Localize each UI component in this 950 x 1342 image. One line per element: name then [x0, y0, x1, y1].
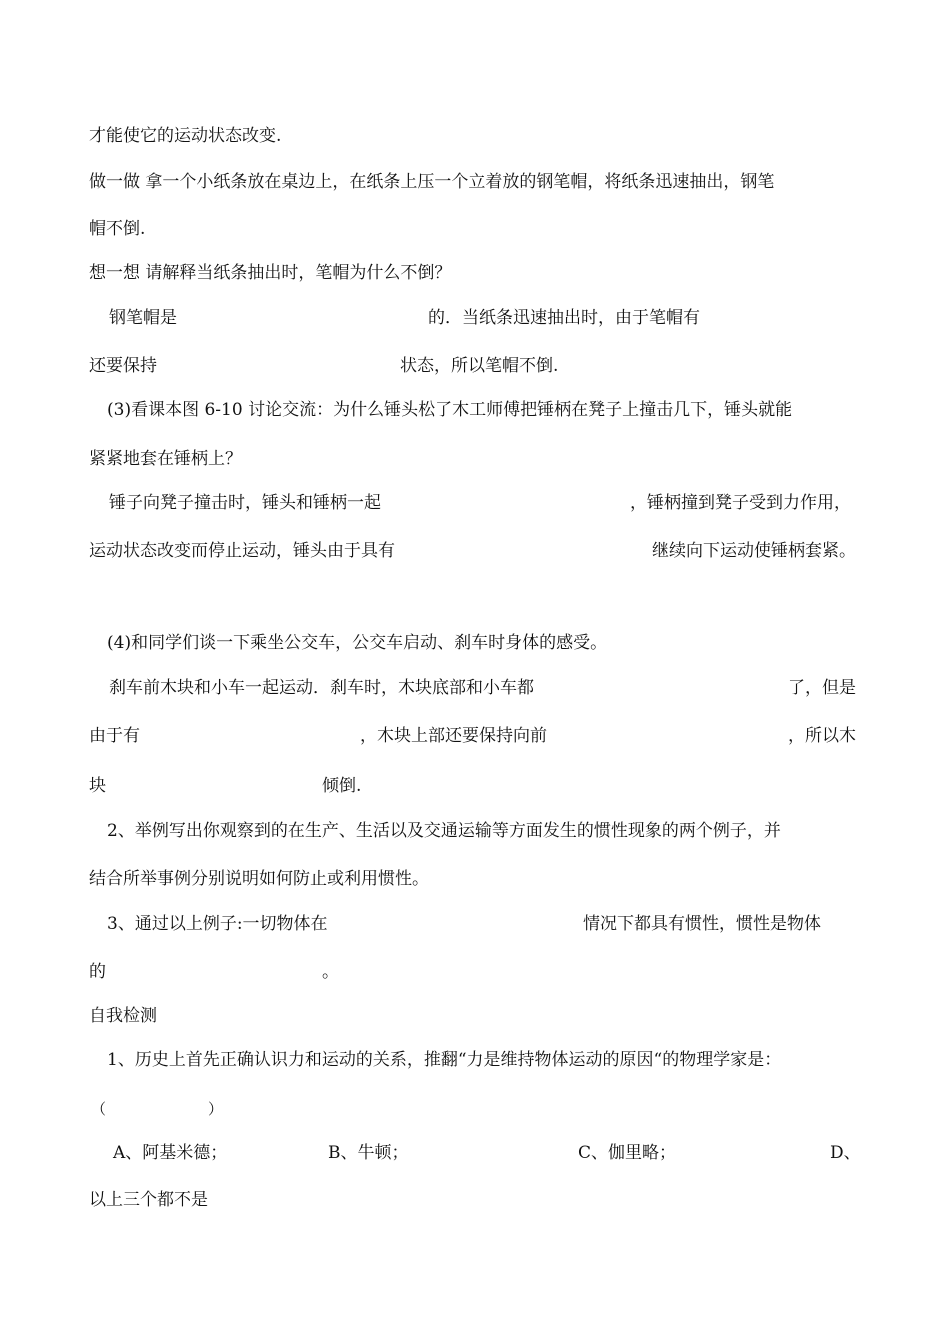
text-line: [0, 723, 950, 749]
text-line: [0, 260, 950, 286]
text-segment: 刹车前木块和小车一起运动．刹车时，木块底部和小车都: [109, 678, 534, 698]
text-line: [0, 397, 950, 423]
text-line: [0, 490, 950, 516]
text-segment: 紧紧地套在锤柄上？: [89, 449, 242, 469]
text-segment: 倾倒.: [322, 776, 362, 796]
text-segment: 锤子向凳子撞击时，锤头和锤柄一起: [109, 493, 381, 513]
text-segment: （: [91, 1100, 107, 1118]
text-segment: 自我检测: [89, 1006, 157, 1026]
text-segment: 继续向下运动使锤柄套紧。: [652, 541, 856, 561]
text-line: [0, 538, 950, 564]
text-line: [0, 216, 950, 242]
text-segment: 。: [322, 962, 339, 982]
text-segment: ，锤柄撞到凳子受到力作用，: [630, 493, 851, 513]
option-a: A、阿基米德；: [113, 1143, 228, 1163]
text-line: [0, 773, 950, 799]
text-segment: (3)看课本图 6-10 讨论交流：为什么锤头松了木工师傅把锤柄在凳子上撞击几下，锤头就能: [107, 400, 793, 420]
text-segment: 状态，所以笔帽不倒.: [400, 356, 559, 376]
text-line: [0, 1047, 950, 1073]
text-segment: 结合所举事例分别说明如何防止或利用惯性。: [89, 869, 429, 889]
text-segment: ，木块上部还要保持向前: [360, 726, 547, 746]
option-b: B、牛顿；: [328, 1143, 409, 1163]
option-d: D、: [830, 1143, 861, 1163]
text-line: [0, 123, 950, 149]
text-segment: 的．当纸条迅速抽出时，由于笔帽有: [428, 308, 700, 328]
text-line: [0, 630, 950, 656]
text-segment: ）: [208, 1100, 224, 1118]
text-segment: 了，但是: [788, 678, 856, 698]
text-segment: 才能使它的运动状态改变.: [89, 126, 282, 146]
text-line: [0, 818, 950, 844]
text-line: [0, 446, 950, 472]
text-segment: 运动状态改变而停止运动，锤头由于具有: [89, 541, 395, 561]
text-segment: 块: [89, 776, 106, 796]
text-segment: 情况下都具有惯性，惯性是物体: [583, 914, 821, 934]
text-segment: 还要保持: [89, 356, 157, 376]
text-segment: 3、通过以上例子:一切物体在: [107, 914, 328, 934]
text-segment: 想一想 请解释当纸条抽出时，笔帽为什么不倒？: [89, 263, 452, 283]
text-line: [0, 353, 950, 379]
text-line: [0, 1096, 950, 1122]
text-line: [0, 911, 950, 937]
text-line: [0, 169, 950, 195]
text-line: [0, 959, 950, 985]
text-segment: 做一做 拿一个小纸条放在桌边上，在纸条上压一个立着放的钢笔帽，将纸条迅速抽出，钢笔: [89, 172, 775, 192]
text-segment: (4)和同学们谈一下乘坐公交车，公交车启动、刹车时身体的感受。: [107, 633, 608, 653]
text-line: [0, 1140, 950, 1166]
text-segment: ，所以木: [788, 726, 856, 746]
text-line: [0, 305, 950, 331]
section-heading: [0, 1003, 950, 1029]
text-line: [0, 1187, 950, 1213]
text-segment: 1、历史上首先正确认识力和运动的关系，推翻“力是维持物体运动的原因“的物理学家是：: [107, 1050, 782, 1070]
text-line: [0, 675, 950, 701]
text-segment: 以上三个都不是: [89, 1190, 208, 1210]
text-segment: 的: [89, 962, 106, 982]
text-segment: 帽不倒.: [89, 219, 146, 239]
option-c: C、伽里略；: [578, 1143, 677, 1163]
text-segment: 钢笔帽是: [109, 308, 177, 328]
text-line: [0, 866, 950, 892]
text-segment: 由于有: [89, 726, 140, 746]
text-segment: 2、举例写出你观察到的在生产、生活以及交通运输等方面发生的惯性现象的两个例子，并: [107, 821, 781, 841]
